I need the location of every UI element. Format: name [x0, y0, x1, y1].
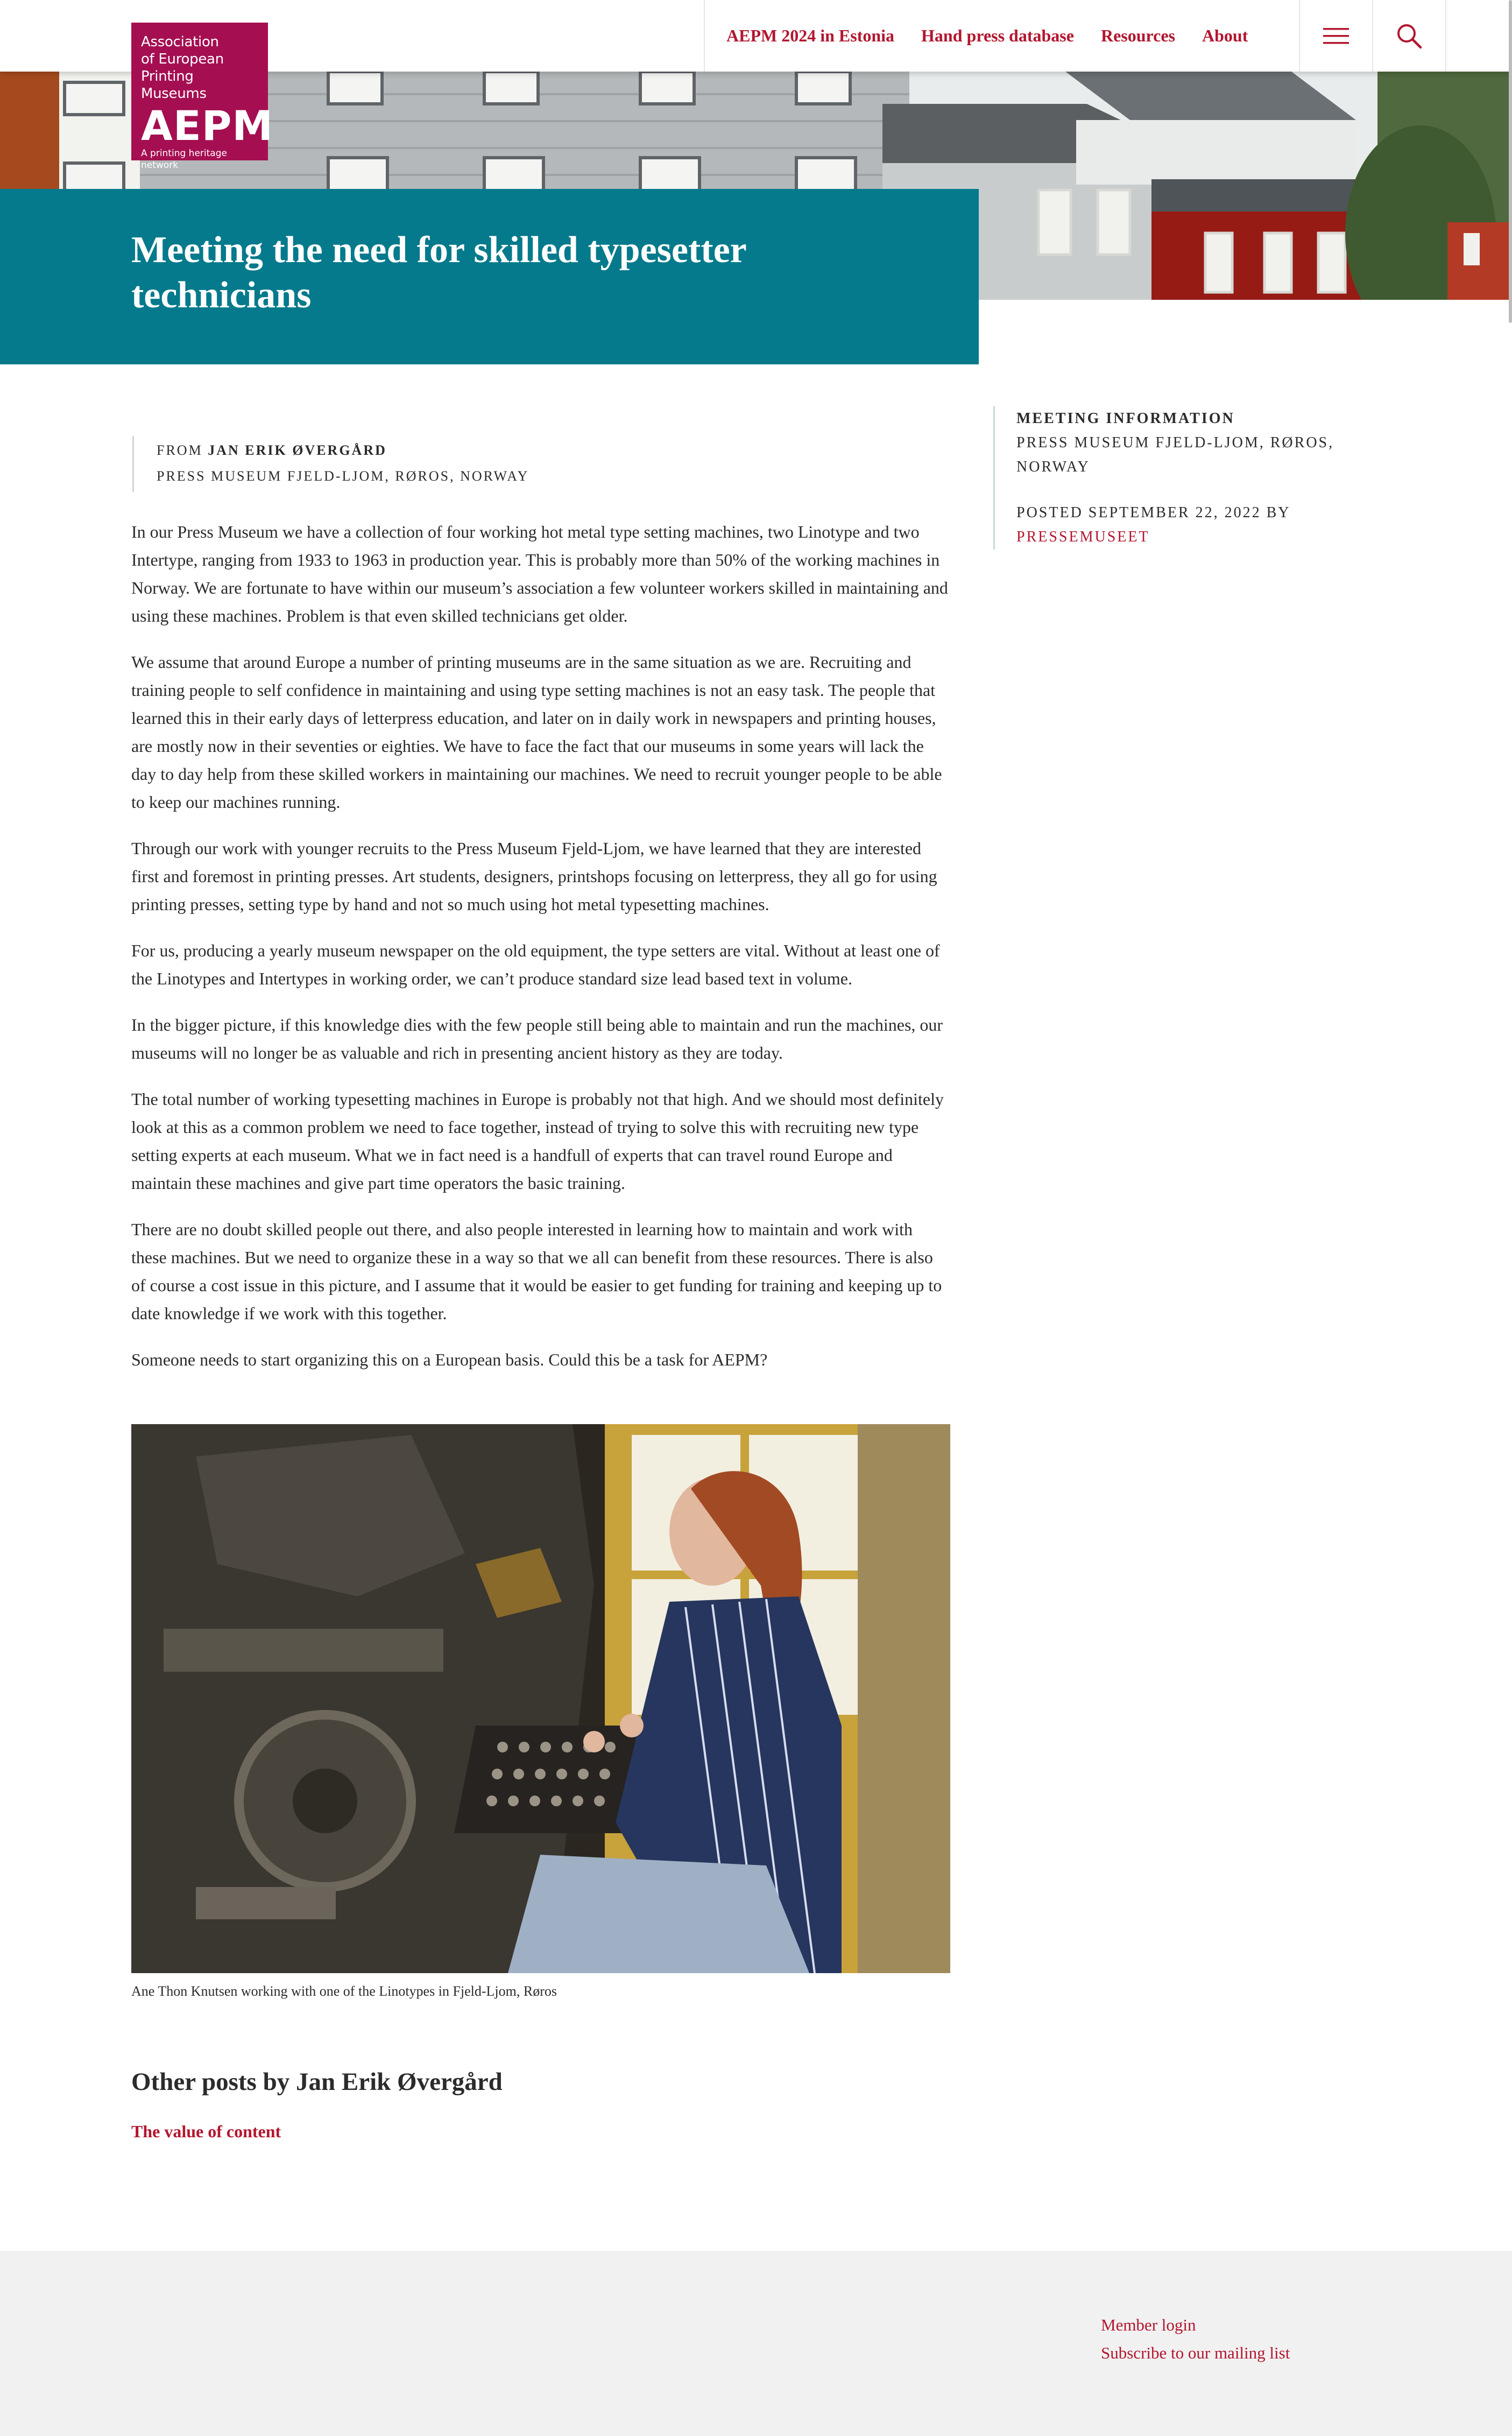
article-paragraph: In our Press Museum we have a collection of four working hot metal type setting machines, two Linotype and two Intertype, ranging from 1933 to 1963 in production year. This is probably more than 50% of the working machines in Norway. We are fortunate to have within our museum’s association a few volunteer workers skilled in maintaining and using these machines. Problem is that even skilled technicians get older.: [131, 522, 948, 625]
linotype-operator-image: [131, 1424, 950, 1973]
logo-abbreviation: AEPM: [141, 102, 274, 150]
logo-line-2: of European: [141, 51, 224, 67]
article-paragraph: Someone needs to start organizing this on a European basis. Could this be a task for AEPM?: [131, 1350, 768, 1369]
nav-link-hand-press-database[interactable]: Hand press database: [921, 26, 1074, 45]
search-icon: [1396, 23, 1423, 50]
other-post-link[interactable]: The value of content: [131, 2122, 281, 2141]
byline-from-prefix: FROM: [157, 442, 203, 458]
nav-link-aepm-2024-estonia[interactable]: AEPM 2024 in Estonia: [726, 26, 895, 45]
logo-line-1: Association: [141, 34, 219, 50]
main-nav: [704, 0, 1275, 72]
other-posts-heading: Other posts by Jan Erik Øvergård: [131, 2068, 503, 2096]
article-paragraph: The total number of working typesetting machines in Europe is probably not that high. And we should most definitely look at this as a common problem we need to face together, instead of trying to solve this with recruiting new type setting experts at each museum. What we in fact need is a handfull of experts that can travel round Europe and maintain these machines and give part time operators the basic training.: [131, 1089, 944, 1193]
byline-organization: PRESS MUSEUM FJELD-LJOM, RØROS, NORWAY: [157, 468, 529, 484]
meeting-info-heading: MEETING INFORMATION: [1016, 410, 1235, 427]
hamburger-menu-icon: [1323, 27, 1349, 45]
page-scrollbar[interactable]: [1509, 0, 1512, 323]
member-login-link[interactable]: Member login: [1101, 2315, 1196, 2334]
logo-line-3: Printing Museums: [141, 68, 207, 102]
page-title: Meeting the need for skilled typesetter technicians: [131, 229, 746, 316]
figure-caption: Ane Thon Knutsen working with one of the Linotypes in Fjeld-Ljom, Røros: [131, 1983, 557, 1999]
article-body: [131, 518, 951, 1392]
posted-info: [1016, 501, 1393, 549]
article-paragraph: For us, producing a yearly museum newspaper on the old equipment, the type setters are vital. Without at least one of the Linotypes and Intertypes in working order, we can’t produce standard size lead based text in volume.: [131, 941, 940, 988]
nav-link-resources[interactable]: Resources: [1100, 26, 1175, 45]
byline-from: [157, 438, 529, 463]
logo-tagline: A printing heritage network: [141, 148, 227, 171]
byline-author: JAN ERIK ØVERGÅRD: [208, 442, 387, 458]
site-footer: [0, 2251, 1512, 2436]
search-button[interactable]: [1372, 0, 1446, 72]
mailing-list-link[interactable]: Subscribe to our mailing list: [1101, 2343, 1290, 2362]
author-byline: [132, 436, 529, 492]
menu-button[interactable]: [1299, 0, 1372, 72]
meeting-info-sidebar: [993, 406, 1393, 550]
aepm-logo[interactable]: [131, 23, 274, 171]
meeting-info-location: PRESS MUSEUM FJELD-LJOM, RØROS, NORWAY: [1016, 434, 1334, 475]
posted-date: POSTED SEPTEMBER 22, 2022 BY: [1016, 504, 1291, 521]
title-band: [0, 189, 979, 364]
nav-link-about[interactable]: About: [1202, 26, 1248, 45]
linotype-photo: [131, 1424, 950, 1973]
article-paragraph: In the bigger picture, if this knowledge dies with the few people still being able to maintain and run the machines, our museums will no longer be as valuable and rich in presenting ancient history as they are today.: [131, 1015, 943, 1062]
article-paragraph: We assume that around Europe a number of printing museums are in the same situation as we are. Recruiting and training people to self confidence in maintaining and using type setting machines is not an easy task. The people that learned this in their early days of letterpress education, and later on in daily work in newspapers and printing houses, are mostly now in their seventies or eighties. We have to face the fact that our museums in some years will lack the day to day help from these skilled workers in maintaining our machines. We need to recruit younger people to be able to keep our machines running.: [131, 652, 942, 812]
article-paragraph: There are no doubt skilled people out there, and also people interested in learning how to maintain and work with these machines. But we need to organize these in a way so that we all can benefit from these resources. There is also of course a cost issue in this picture, and I assume that it would be easier to get funding for training and keeping up to date knowledge if we work with this together.: [131, 1220, 942, 1323]
article-paragraph: Through our work with younger recruits to the Press Museum Fjeld-Ljom, we have learned that they are interested first and foremost in printing presses. Art students, designers, printshops focusing on letterpress, they all go for using printing presses, setting type by hand and not so much using hot metal typesetting machines.: [131, 839, 937, 914]
posted-by-link[interactable]: PRESSEMUSEET: [1016, 529, 1150, 545]
